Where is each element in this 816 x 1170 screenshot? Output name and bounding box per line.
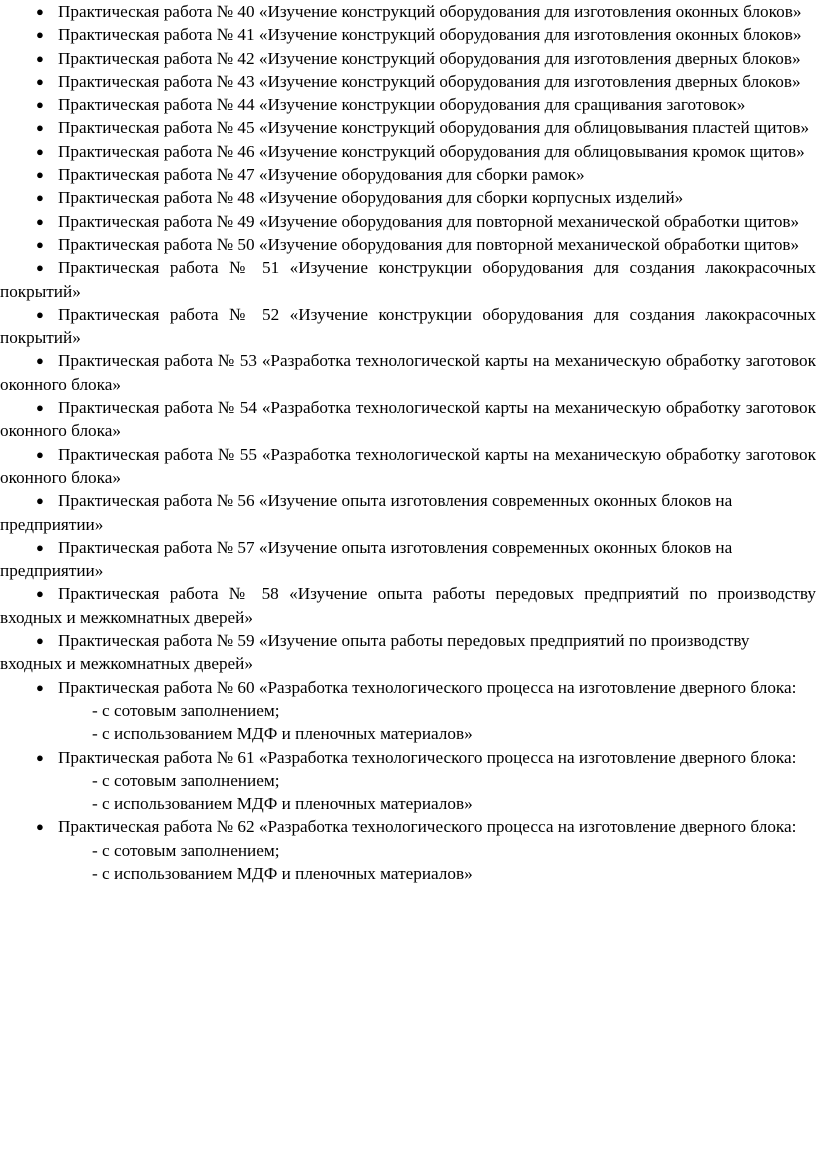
bullet-icon: ●: [36, 306, 44, 322]
list-item-text: Практическая работа № 42 «Изучение конструкций оборудования для изготовления дверных блоков»: [58, 48, 801, 68]
bullet-icon: ●: [36, 120, 44, 136]
list-item-text: Практическая работа № 51 «Изучение конструкции оборудования для создания лакокрасочных покрытий»: [0, 258, 816, 301]
list-item-text: Практическая работа № 53 «Разработка технологической карты на механическую обработку заготовок оконного блока»: [0, 351, 816, 394]
list-item: [0, 303, 816, 350]
list-item: [0, 349, 816, 396]
list-item: [0, 676, 816, 699]
bullet-icon: ●: [36, 50, 44, 66]
sub-item: - с использованием МДФ и пленочных материалов»: [92, 724, 473, 744]
bullet-icon: ●: [36, 749, 44, 765]
sub-item: - с сотовым заполнением;: [92, 770, 280, 790]
bullet-icon: ●: [36, 143, 44, 159]
list-item: [0, 70, 816, 93]
list-item-text: Практическая работа № 47 «Изучение оборудования для сборки рамок»: [58, 165, 585, 185]
list-item-text: Практическая работа № 59 «Изучение опыта работы передовых предприятий по производству входных и межкомнатных дверей»: [0, 631, 750, 674]
sub-item: - с использованием МДФ и пленочных материалов»: [92, 794, 473, 814]
list-item-text: Практическая работа № 58 «Изучение опыта работы передовых предприятий по производству входных и межкомнатных дверей»: [0, 584, 816, 627]
sub-item: - с использованием МДФ и пленочных материалов»: [92, 863, 473, 883]
list-item-text: Практическая работа № 57 «Изучение опыта изготовления современных оконных блоков на предприятии»: [0, 537, 733, 581]
list-item-text: Практическая работа № 60 «Разработка технологического процесса на изготовление дверного блока:: [58, 677, 797, 697]
list-item: [0, 815, 816, 838]
list-item: [0, 140, 816, 163]
list-item-text: Практическая работа № 45 «Изучение конструкций оборудования для облицовывания пластей щитов»: [58, 118, 810, 138]
list-item: [0, 0, 816, 23]
bullet-icon: ●: [36, 353, 44, 369]
list-item-text: Практическая работа № 62 «Разработка технологического процесса на изготовление дверного блока:: [58, 817, 797, 837]
list-item: [0, 396, 816, 443]
list-item: [0, 256, 816, 303]
list-item-text: Практическая работа № 41 «Изучение конструкций оборудования для изготовления оконных блоков»: [58, 25, 802, 45]
bullet-icon: ●: [36, 167, 44, 183]
list-item: [0, 443, 816, 490]
bullet-icon: ●: [36, 236, 44, 252]
list-item-text: Практическая работа № 49 «Изучение оборудования для повторной механической обработки щитов»: [58, 211, 800, 231]
list-item: [0, 210, 816, 233]
bullet-icon: ●: [36, 27, 44, 43]
list-item: [0, 163, 816, 186]
list-item: [0, 93, 816, 116]
list-item: [0, 582, 816, 629]
list-item: [0, 23, 816, 46]
bullet-icon: ●: [36, 539, 44, 555]
bullet-icon: ●: [36, 586, 44, 602]
list-item-text: Практическая работа № 50 «Изучение оборудования для повторной механической обработки щитов»: [58, 234, 800, 254]
list-item-text: Практическая работа № 40 «Изучение конструкций оборудования для изготовления оконных блоков»: [58, 2, 802, 21]
bullet-icon: ●: [36, 446, 44, 462]
list-item: [0, 489, 816, 536]
list-item: [0, 116, 816, 139]
bullet-icon: ●: [36, 213, 44, 229]
list-item-text: Практическая работа № 44 «Изучение конструкции оборудования для сращивания заготовок»: [58, 95, 746, 115]
sub-item: - с сотовым заполнением;: [92, 840, 280, 860]
bullet-icon: ●: [36, 190, 44, 206]
list-item: [0, 746, 816, 769]
list-item: [0, 536, 816, 583]
list-item-text: Практическая работа № 43 «Изучение конструкций оборудования для изготовления дверных блоков»: [58, 71, 801, 91]
list-item: [0, 233, 816, 256]
list-item-text: Практическая работа № 52 «Изучение конструкции оборудования для создания лакокрасочных покрытий»: [0, 304, 816, 348]
bullet-icon: ●: [36, 97, 44, 113]
sub-item: - с сотовым заполнением;: [92, 700, 280, 720]
list-item: [0, 47, 816, 70]
list-item: [0, 186, 816, 209]
bullet-icon: ●: [36, 4, 44, 19]
bullet-icon: ●: [36, 73, 44, 89]
bullet-icon: ●: [36, 819, 44, 835]
list-item-text: Практическая работа № 56 «Изучение опыта изготовления современных оконных блоков на предприятии»: [0, 491, 733, 534]
list-item-text: Практическая работа № 48 «Изучение оборудования для сборки корпусных изделий»: [58, 188, 684, 208]
list-item: [0, 629, 816, 676]
list-item-text: Практическая работа № 61 «Разработка технологического процесса на изготовление дверного блока:: [58, 747, 797, 767]
list-item-text: Практическая работа № 54 «Разработка технологической карты на механическую обработку заготовок оконного блока»: [0, 398, 816, 441]
list-item-text: Практическая работа № 55 «Разработка технологической карты на механическую обработку заготовок оконного блока»: [0, 444, 816, 487]
list-item-text: Практическая работа № 46 «Изучение конструкций оборудования для облицовывания кромок щитов»: [58, 141, 805, 161]
bullet-icon: ●: [36, 493, 44, 509]
bullet-icon: ●: [36, 679, 44, 695]
bullet-icon: ●: [36, 633, 44, 649]
bullet-icon: ●: [36, 400, 44, 416]
bullet-icon: ●: [36, 260, 44, 276]
